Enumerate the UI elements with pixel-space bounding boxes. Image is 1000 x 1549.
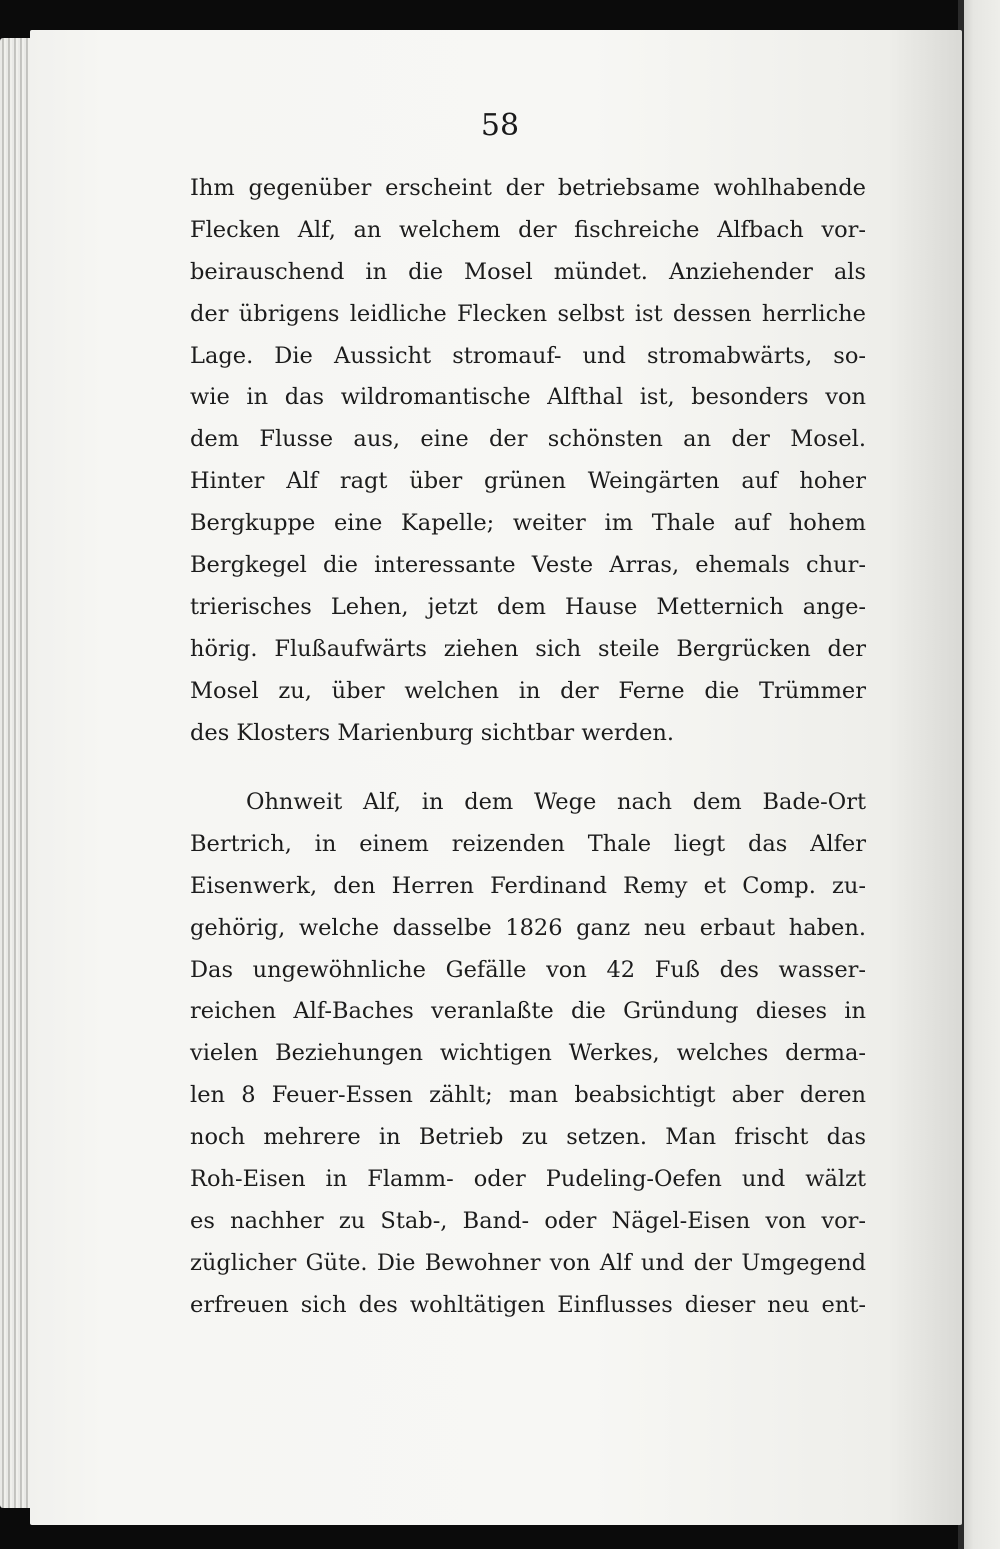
page-number: 58 [480, 108, 520, 143]
text-line: der übrigens leidliche Flecken selbst ist dessen herrliche [190, 300, 866, 327]
paragraph-1 [190, 168, 866, 754]
text-line: len 8 Feuer-Essen zählt; man beabsichtigt aber deren [190, 1082, 866, 1109]
text-line: Eisenwerk, den Herren Ferdinand Remy et Comp. zu- [190, 872, 866, 899]
text-line: beirauschend in die Mosel mündet. Anziehender als [190, 258, 866, 285]
text-line: Ohnweit Alf, in dem Wege nach dem Bade-Ort [246, 789, 866, 815]
next-page-edge [962, 0, 1000, 1549]
paragraph-2 [190, 782, 866, 1327]
text-line: hörig. Flußaufwärts ziehen sich steile Bergrücken der [190, 635, 866, 662]
text-line: Hinter Alf ragt über grünen Weingärten auf hoher [190, 468, 866, 495]
text-line: züglicher Güte. Die Bewohner von Alf und der Umgegend [190, 1249, 866, 1276]
text-line: gehörig, welche dasselbe 1826 ganz neu erbaut haben. [190, 914, 866, 941]
text-line: des Klosters Marienburg sichtbar werden. [190, 719, 675, 746]
text-line: Lage. Die Aussicht stromauf- und stromabwärts, so- [190, 342, 866, 369]
text-line: trierisches Lehen, jetzt dem Hause Metternich ange- [190, 593, 866, 620]
text-line: Bertrich, in einem reizenden Thale liegt das Alfer [190, 830, 866, 857]
text-line: Bergkegel die interessante Veste Arras, ehemals chur- [190, 552, 866, 579]
text-line: Das ungewöhnliche Gefälle von 42 Fuß des wasser- [190, 956, 866, 983]
text-line: wie in das wildromantische Alfthal ist, besonders von [190, 384, 866, 411]
text-line: Ihm gegenüber erscheint der betriebsame wohlhabende [190, 175, 866, 201]
text-line: es nachher zu Stab-, Band- oder Nägel-Eisen von vor- [190, 1207, 866, 1234]
text-line: noch mehrere in Betrieb zu setzen. Man frischt das [190, 1124, 866, 1151]
text-line: dem Flusse aus, eine der schönsten an der Mosel. [190, 426, 866, 453]
text-line: erfreuen sich des wohltätigen Einflusses dieser neu ent- [190, 1291, 866, 1318]
text-line: Roh-Eisen in Flamm- oder Pudeling-Oefen und wälzt [190, 1166, 866, 1193]
text-line: Flecken Alf, an welchem der fischreiche Alfbach vor- [190, 216, 866, 243]
text-line: reichen Alf-Baches veranlaßte die Gründung dieses in [190, 998, 866, 1025]
text-line: Mosel zu, über welchen in der Ferne die Trümmer [190, 677, 866, 704]
text-line: vielen Beziehungen wichtigen Werkes, welches derma- [190, 1040, 866, 1067]
text-line: Bergkuppe eine Kapelle; weiter im Thale auf hohem [190, 510, 866, 537]
